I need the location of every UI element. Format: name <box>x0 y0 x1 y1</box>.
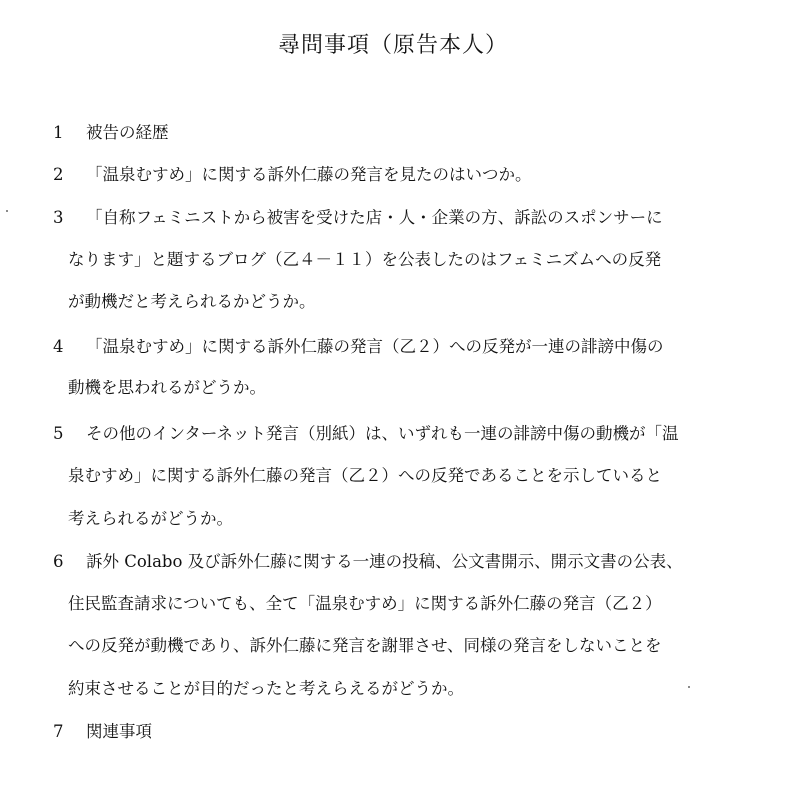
item-3-line-2: なります」と題するブログ（乙４－１１）を公表したのはフェミニズムへの反発 <box>68 250 662 269</box>
item-1-number: 1 <box>53 123 64 142</box>
item-6-line-4: 約束させることが目的だったと考えらえるがどうか。 <box>68 679 464 698</box>
item-1-line-1: 被告の経歴 <box>86 123 169 142</box>
item-4-line-1: 「温泉むすめ」に関する訴外仁藤の発言（乙２）への反発が一連の誹謗中傷の <box>86 337 664 356</box>
item-7-line-1: 関連事項 <box>86 722 152 741</box>
scan-speck <box>6 210 8 212</box>
item-3-number: 3 <box>53 208 64 227</box>
item-6-line-3: への反発が動機であり、訴外仁藤に発言を謝罪させ、同様の発言をしないことを <box>68 636 662 655</box>
item-5-line-1: その他のインターネット発言（別紙）は、いずれも一連の誹謗中傷の動機が「温 <box>86 424 679 443</box>
item-3-line-3: が動機だと考えられるかどうか。 <box>68 292 316 311</box>
scan-speck <box>688 686 690 688</box>
document-title: 尋問事項（原告本人） <box>277 33 508 58</box>
item-6-line-1: 訴外 Colabo 及び訴外仁藤に関する一連の投稿、公文書開示、開示文書の公表、 <box>86 552 683 571</box>
item-6-line-2: 住民監査請求についても、全て「温泉むすめ」に関する訴外仁藤の発言（乙２） <box>68 594 662 613</box>
item-5-line-3: 考えられるがどうか。 <box>68 509 233 528</box>
item-5-line-2: 泉むすめ」に関する訴外仁藤の発言（乙２）への反発であることを示していると <box>68 466 662 485</box>
item-7-number: 7 <box>53 722 64 741</box>
item-3-line-1: 「自称フェミニストから被害を受けた店・人・企業の方、訴訟のスポンサーに <box>86 208 663 227</box>
item-2-number: 2 <box>53 165 64 184</box>
item-6-number: 6 <box>53 552 64 571</box>
item-5-number: 5 <box>53 424 64 443</box>
item-2-line-1: 「温泉むすめ」に関する訴外仁藤の発言を見たのはいつか。 <box>86 165 532 184</box>
item-4-line-2: 動機を思われるがどうか。 <box>68 378 266 397</box>
item-4-number: 4 <box>53 337 64 356</box>
